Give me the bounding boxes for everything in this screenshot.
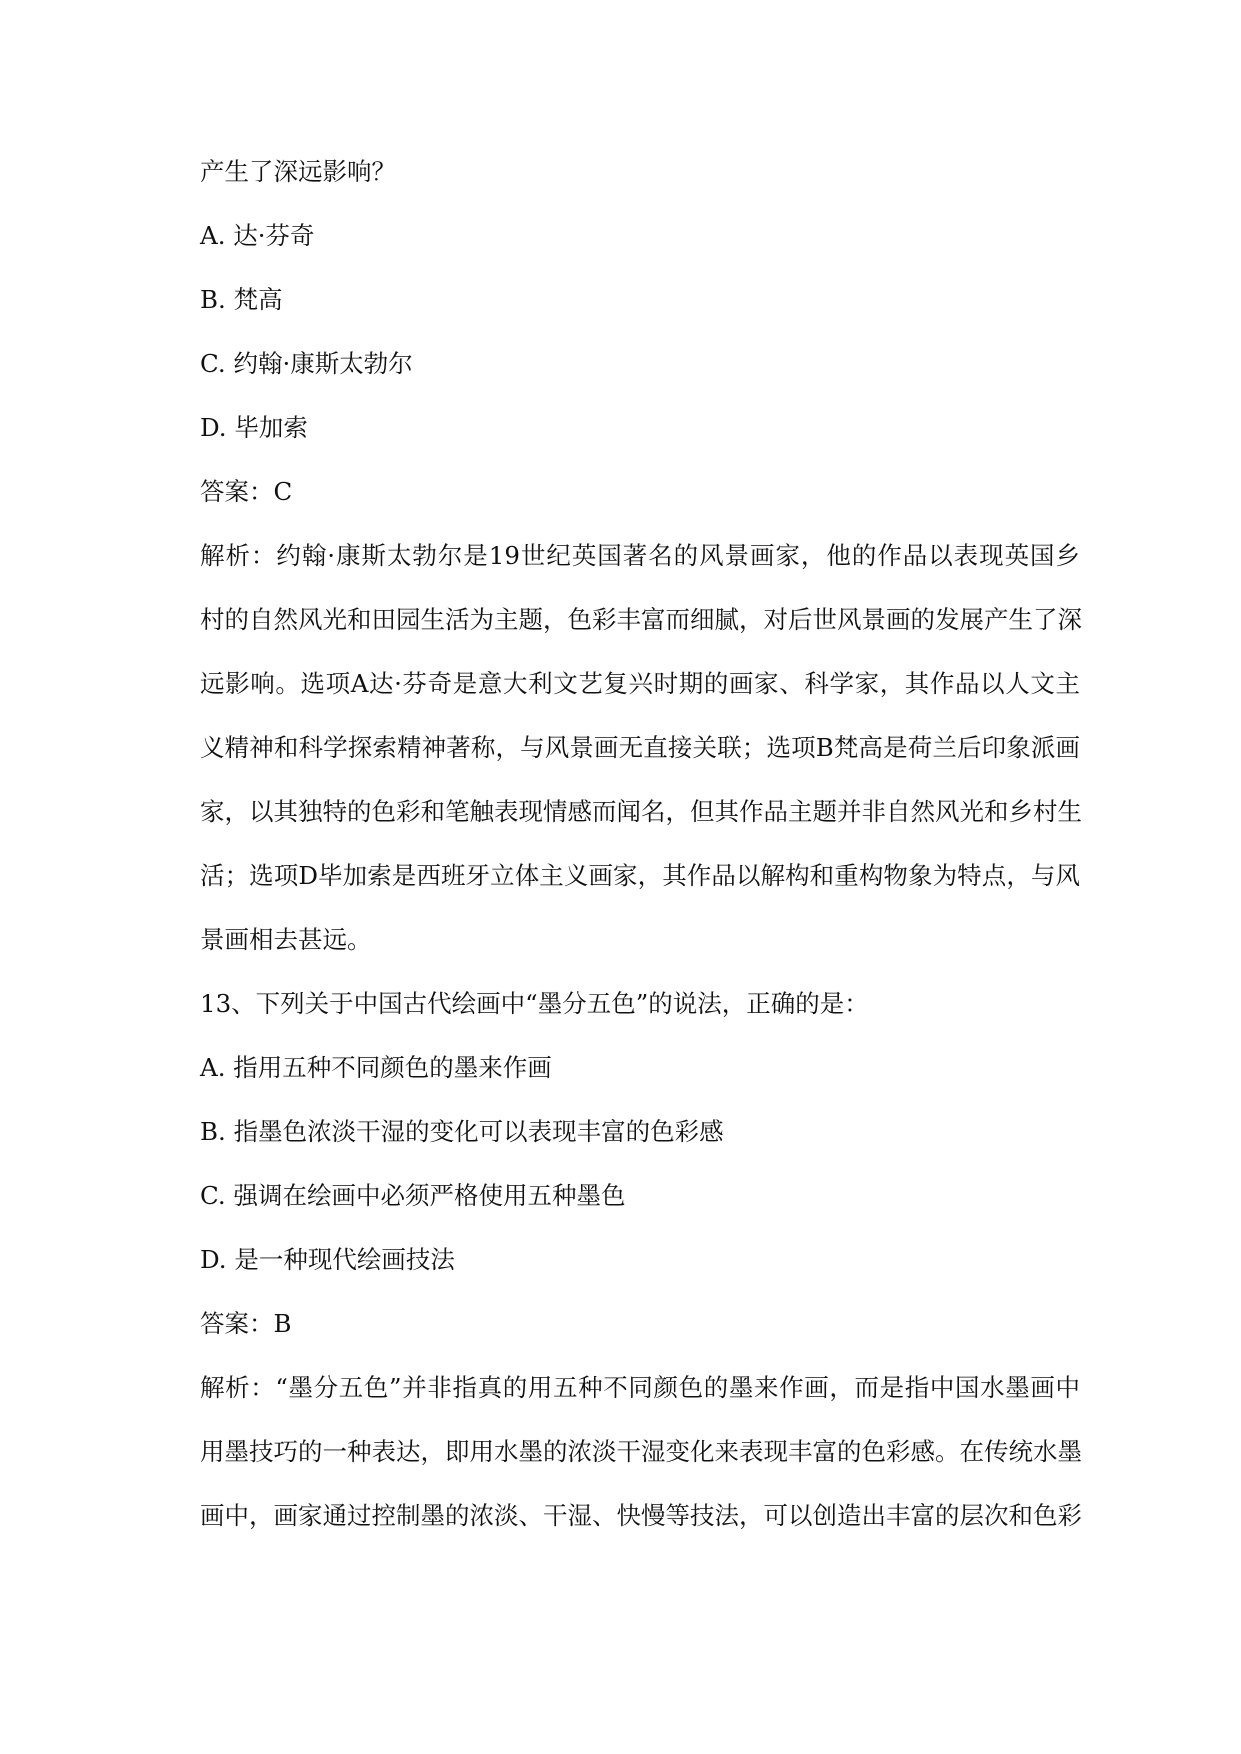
analysis-line: 解析：约翰·康斯太勃尔是19世纪英国著名的风景画家，他的作品以表现英国乡 bbox=[200, 541, 1080, 570]
question-13-stem: 13、下列关于中国古代绘画中“墨分五色”的说法，正确的是： bbox=[200, 989, 869, 1018]
question-13-option-c: C. 强调在绘画中必须严格使用五种墨色 bbox=[200, 1181, 626, 1210]
question-12-analysis bbox=[200, 524, 1080, 972]
question-13-option-a: A. 指用五种不同颜色的墨来作画 bbox=[200, 1053, 552, 1082]
analysis-line: 解析：“墨分五色”并非指真的用五种不同颜色的墨来作画，而是指中国水墨画中 bbox=[200, 1373, 1080, 1402]
analysis-line: 村的自然风光和田园生活为主题，色彩丰富而细腻，对后世风景画的发展产生了深 bbox=[200, 605, 1082, 634]
analysis-line: 家，以其独特的色彩和笔触表现情感而闻名，但其作品主题并非自然风光和乡村生 bbox=[200, 797, 1082, 826]
question-12-stem-tail: 产生了深远影响？ bbox=[200, 157, 396, 186]
analysis-line: 景画相去甚远。 bbox=[200, 925, 372, 954]
analysis-line: 画中，画家通过控制墨的浓淡、干湿、快慢等技法，可以创造出丰富的层次和色彩 bbox=[200, 1501, 1082, 1530]
analysis-line: 远影响。选项A达·芬奇是意大利文艺复兴时期的画家、科学家，其作品以人文主 bbox=[200, 669, 1080, 698]
question-12-option-d: D. 毕加索 bbox=[200, 413, 308, 442]
question-13-option-d: D. 是一种现代绘画技法 bbox=[200, 1245, 455, 1274]
document-body bbox=[200, 140, 1080, 1548]
analysis-line: 义精神和科学探索精神著称，与风景画无直接关联；选项B梵高是荷兰后印象派画 bbox=[200, 733, 1080, 762]
question-12-option-a: A. 达·芬奇 bbox=[200, 221, 315, 250]
question-12-option-b: B. 梵高 bbox=[200, 285, 283, 314]
question-12-answer: 答案：C bbox=[200, 477, 293, 506]
question-13-answer: 答案：B bbox=[200, 1309, 292, 1338]
question-12-option-c: C. 约翰·康斯太勃尔 bbox=[200, 349, 413, 378]
analysis-line: 活；选项D毕加索是西班牙立体主义画家，其作品以解构和重构物象为特点，与风 bbox=[200, 861, 1080, 890]
question-13-option-b: B. 指墨色浓淡干湿的变化可以表现丰富的色彩感 bbox=[200, 1117, 724, 1146]
question-13-analysis bbox=[200, 1356, 1080, 1548]
analysis-line: 用墨技巧的一种表达，即用水墨的浓淡干湿变化来表现丰富的色彩感。在传统水墨 bbox=[200, 1437, 1082, 1466]
